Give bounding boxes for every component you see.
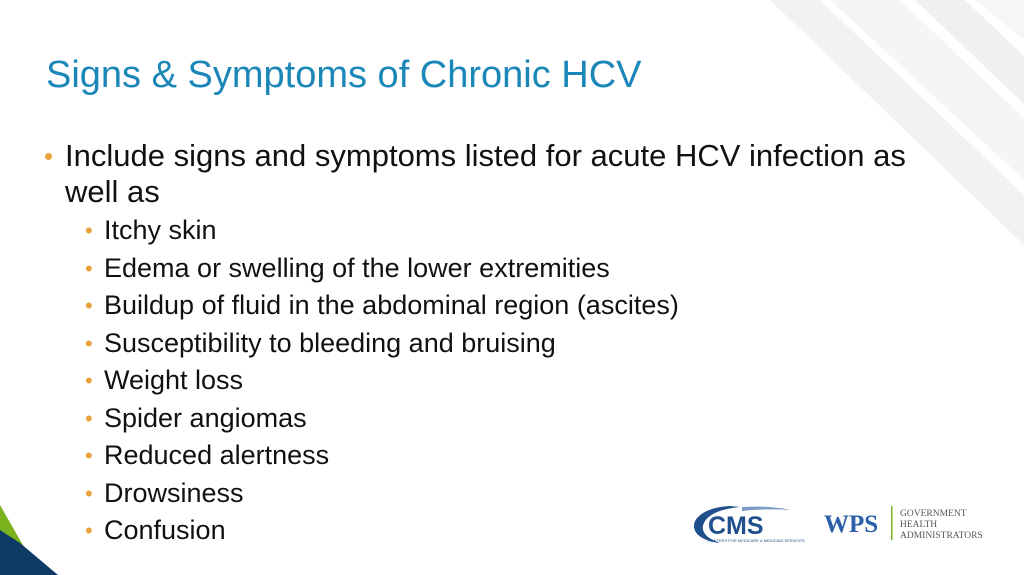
sub-bullet-item [85,400,964,438]
sub-bullet-text: Susceptibility to bleeding and bruising [104,327,556,358]
wps-logo-text: WPS [824,511,879,538]
sub-bullet-text: Confusion [104,515,226,545]
sub-bullet-text: Spider angiomas [104,402,307,433]
sub-bullet-list [65,212,964,550]
wps-tagline-line-2: HEALTH [900,520,938,530]
bullet-dot-icon: • [85,293,93,318]
cms-logo-tagline: CENTERS FOR MEDICARE & MEDICAID SERVICES [708,538,805,543]
footer-logos [690,500,1000,548]
bullet-text: Include signs and symptoms listed for acute HCV infection as well as [65,138,906,209]
sub-bullet-item [85,437,964,475]
sub-bullet-item [85,362,964,400]
slide-title: Signs & Symptoms of Chronic HCV [46,54,642,96]
sub-bullet-text: Edema or swelling of the lower extremities [104,252,610,283]
sub-bullet-text: Buildup of fluid in the abdominal region (ascites) [104,290,679,320]
bullet-dot-icon: • [85,518,93,543]
sub-bullet-item [85,250,964,288]
bullet-item [44,138,964,550]
sub-bullet-text: Reduced alertness [104,440,330,470]
sub-bullet-text: Itchy skin [104,215,217,245]
bullet-dot-icon: • [85,443,93,468]
wps-logo [824,506,983,541]
bullet-dot-icon: • [85,255,93,281]
bullet-dot-icon: • [85,480,93,506]
cms-logo [694,506,805,543]
wps-tagline-line-1: GOVERNMENT [900,509,967,519]
cms-logo-text: CMS [708,512,764,540]
bullet-list [44,138,964,550]
cms-accent-icon [742,507,790,511]
bullet-dot-icon: • [85,218,93,243]
bullet-dot-icon: • [85,330,93,356]
bullet-dot-icon: • [85,368,93,393]
sub-bullet-item [85,325,964,363]
bullet-dot-icon: • [85,405,93,431]
sub-bullet-item [85,212,964,250]
bullet-dot-icon: • [44,141,54,171]
wps-divider [891,506,893,540]
sub-bullet-text: Drowsiness [104,477,244,508]
sub-bullet-item [85,287,964,325]
sub-bullet-text: Weight loss [104,365,244,395]
wps-tagline-line-3: ADMINISTRATORS [900,531,983,541]
